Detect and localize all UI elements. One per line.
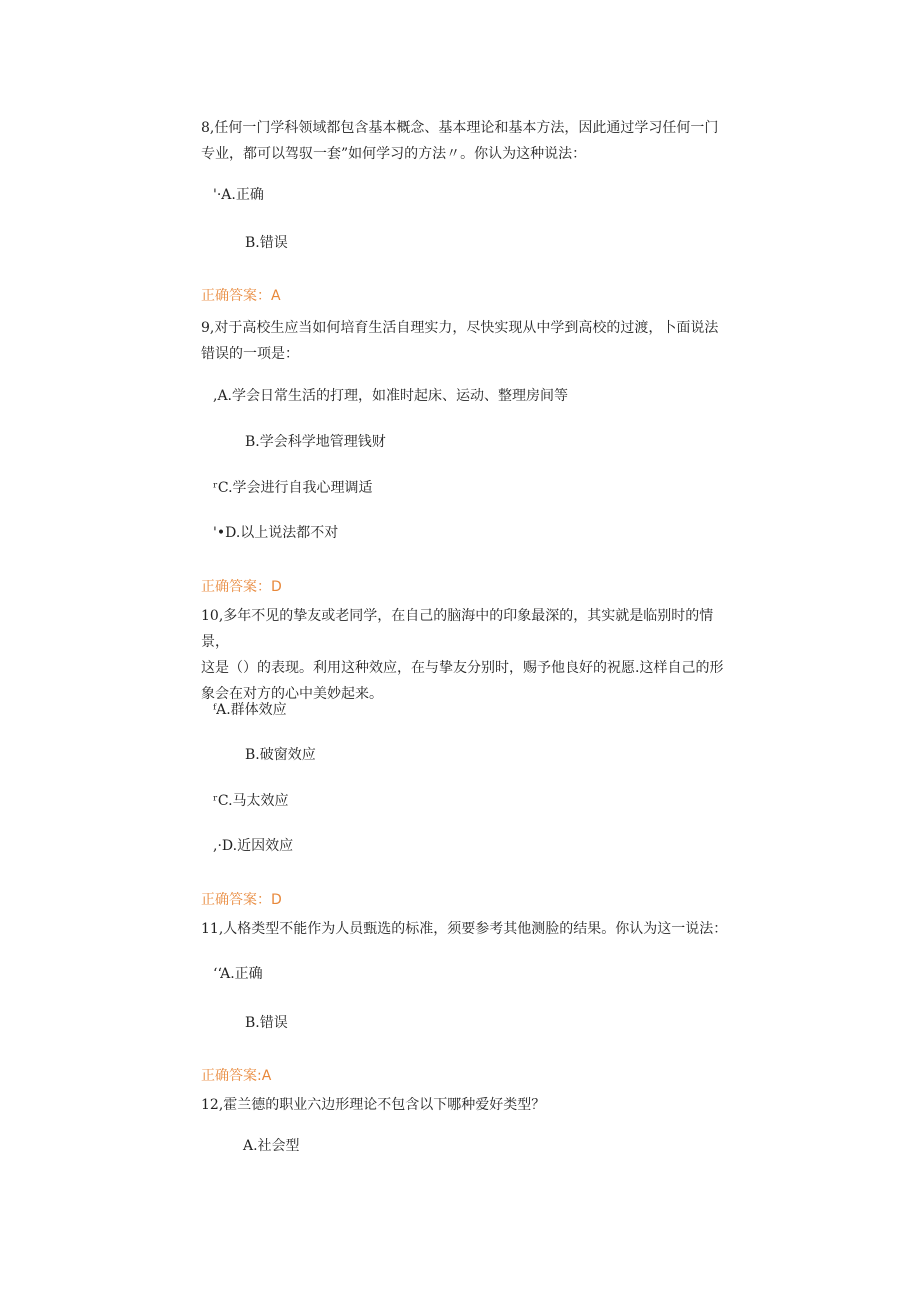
question-10-line-2: 这是（）的表现。利用这种效应，在与挚友分别时，赐予他良好的祝愿.这样自己的形 [201, 660, 724, 676]
question-9-line-2: 错误的一项是： [201, 346, 299, 362]
question-8-text [201, 115, 731, 167]
question-8-option-b: B.错误 [245, 235, 288, 251]
question-11-option-b: B.错误 [245, 1015, 288, 1031]
question-9-option-b: B.学会科学地管理钱财 [245, 434, 386, 450]
question-9-text [201, 315, 731, 367]
question-10-line-1: 10,多年不见的挚友或老同学，在自己的脑海中的印象最深的，其实就是临别时的情景， [201, 608, 714, 650]
question-9-line-1: 9,对于高校生应当如何培育生活自理实力，尽快实现从中学到高校的过渡，卜面说法 [201, 320, 719, 336]
question-11-text [201, 916, 731, 942]
question-8-answer: 正确答案：A [201, 288, 281, 304]
question-10-option-d: ,·D.近因效应 [213, 838, 294, 854]
question-10-option-b: B.破窗效应 [245, 747, 316, 763]
question-9-option-c: ʳC.学会进行自我心理调适 [213, 480, 373, 496]
question-8-option-a: '·A.正确 [213, 187, 264, 203]
question-9-option-d: '•D.以上说法都不对 [213, 525, 339, 541]
question-11-answer: 正确答案:A [201, 1068, 272, 1084]
question-10-line-3: 象会在对方的心中美妙起来。 [201, 686, 383, 702]
question-12-line-1: 12,霍兰德的职业六边形理论不包含以下哪种爱好类型？ [201, 1097, 546, 1113]
question-9-option-a: ,A.学会日常生活的打理，如准时起床、运动、整理房间等 [213, 388, 569, 404]
question-10-answer: 正确答案：D [201, 892, 282, 908]
question-8-line-2: 专业，都可以驾驭一套”如何学习的方法〃。你认为这种说法： [201, 146, 587, 162]
question-8-line-1: 8,任何一门学科领域都包含基本概念、基本理论和基本方法，因此通过学习任何一门 [201, 120, 719, 136]
question-12-text [201, 1092, 731, 1118]
question-12-option-a: A.社会型 [243, 1138, 300, 1154]
question-10-option-c: ʳC.马太效应 [213, 793, 289, 809]
question-11-option-a: ‘‘A.正确 [213, 966, 263, 982]
question-10-option-a: ᶠA.群体效应 [213, 702, 287, 718]
question-11-line-1: 11,人格类型不能作为人员甄选的标准，须要参考其他测脸的结果。你认为这一说法： [201, 921, 728, 937]
question-10-text [201, 603, 731, 707]
question-9-answer: 正确答案：D [201, 579, 282, 595]
